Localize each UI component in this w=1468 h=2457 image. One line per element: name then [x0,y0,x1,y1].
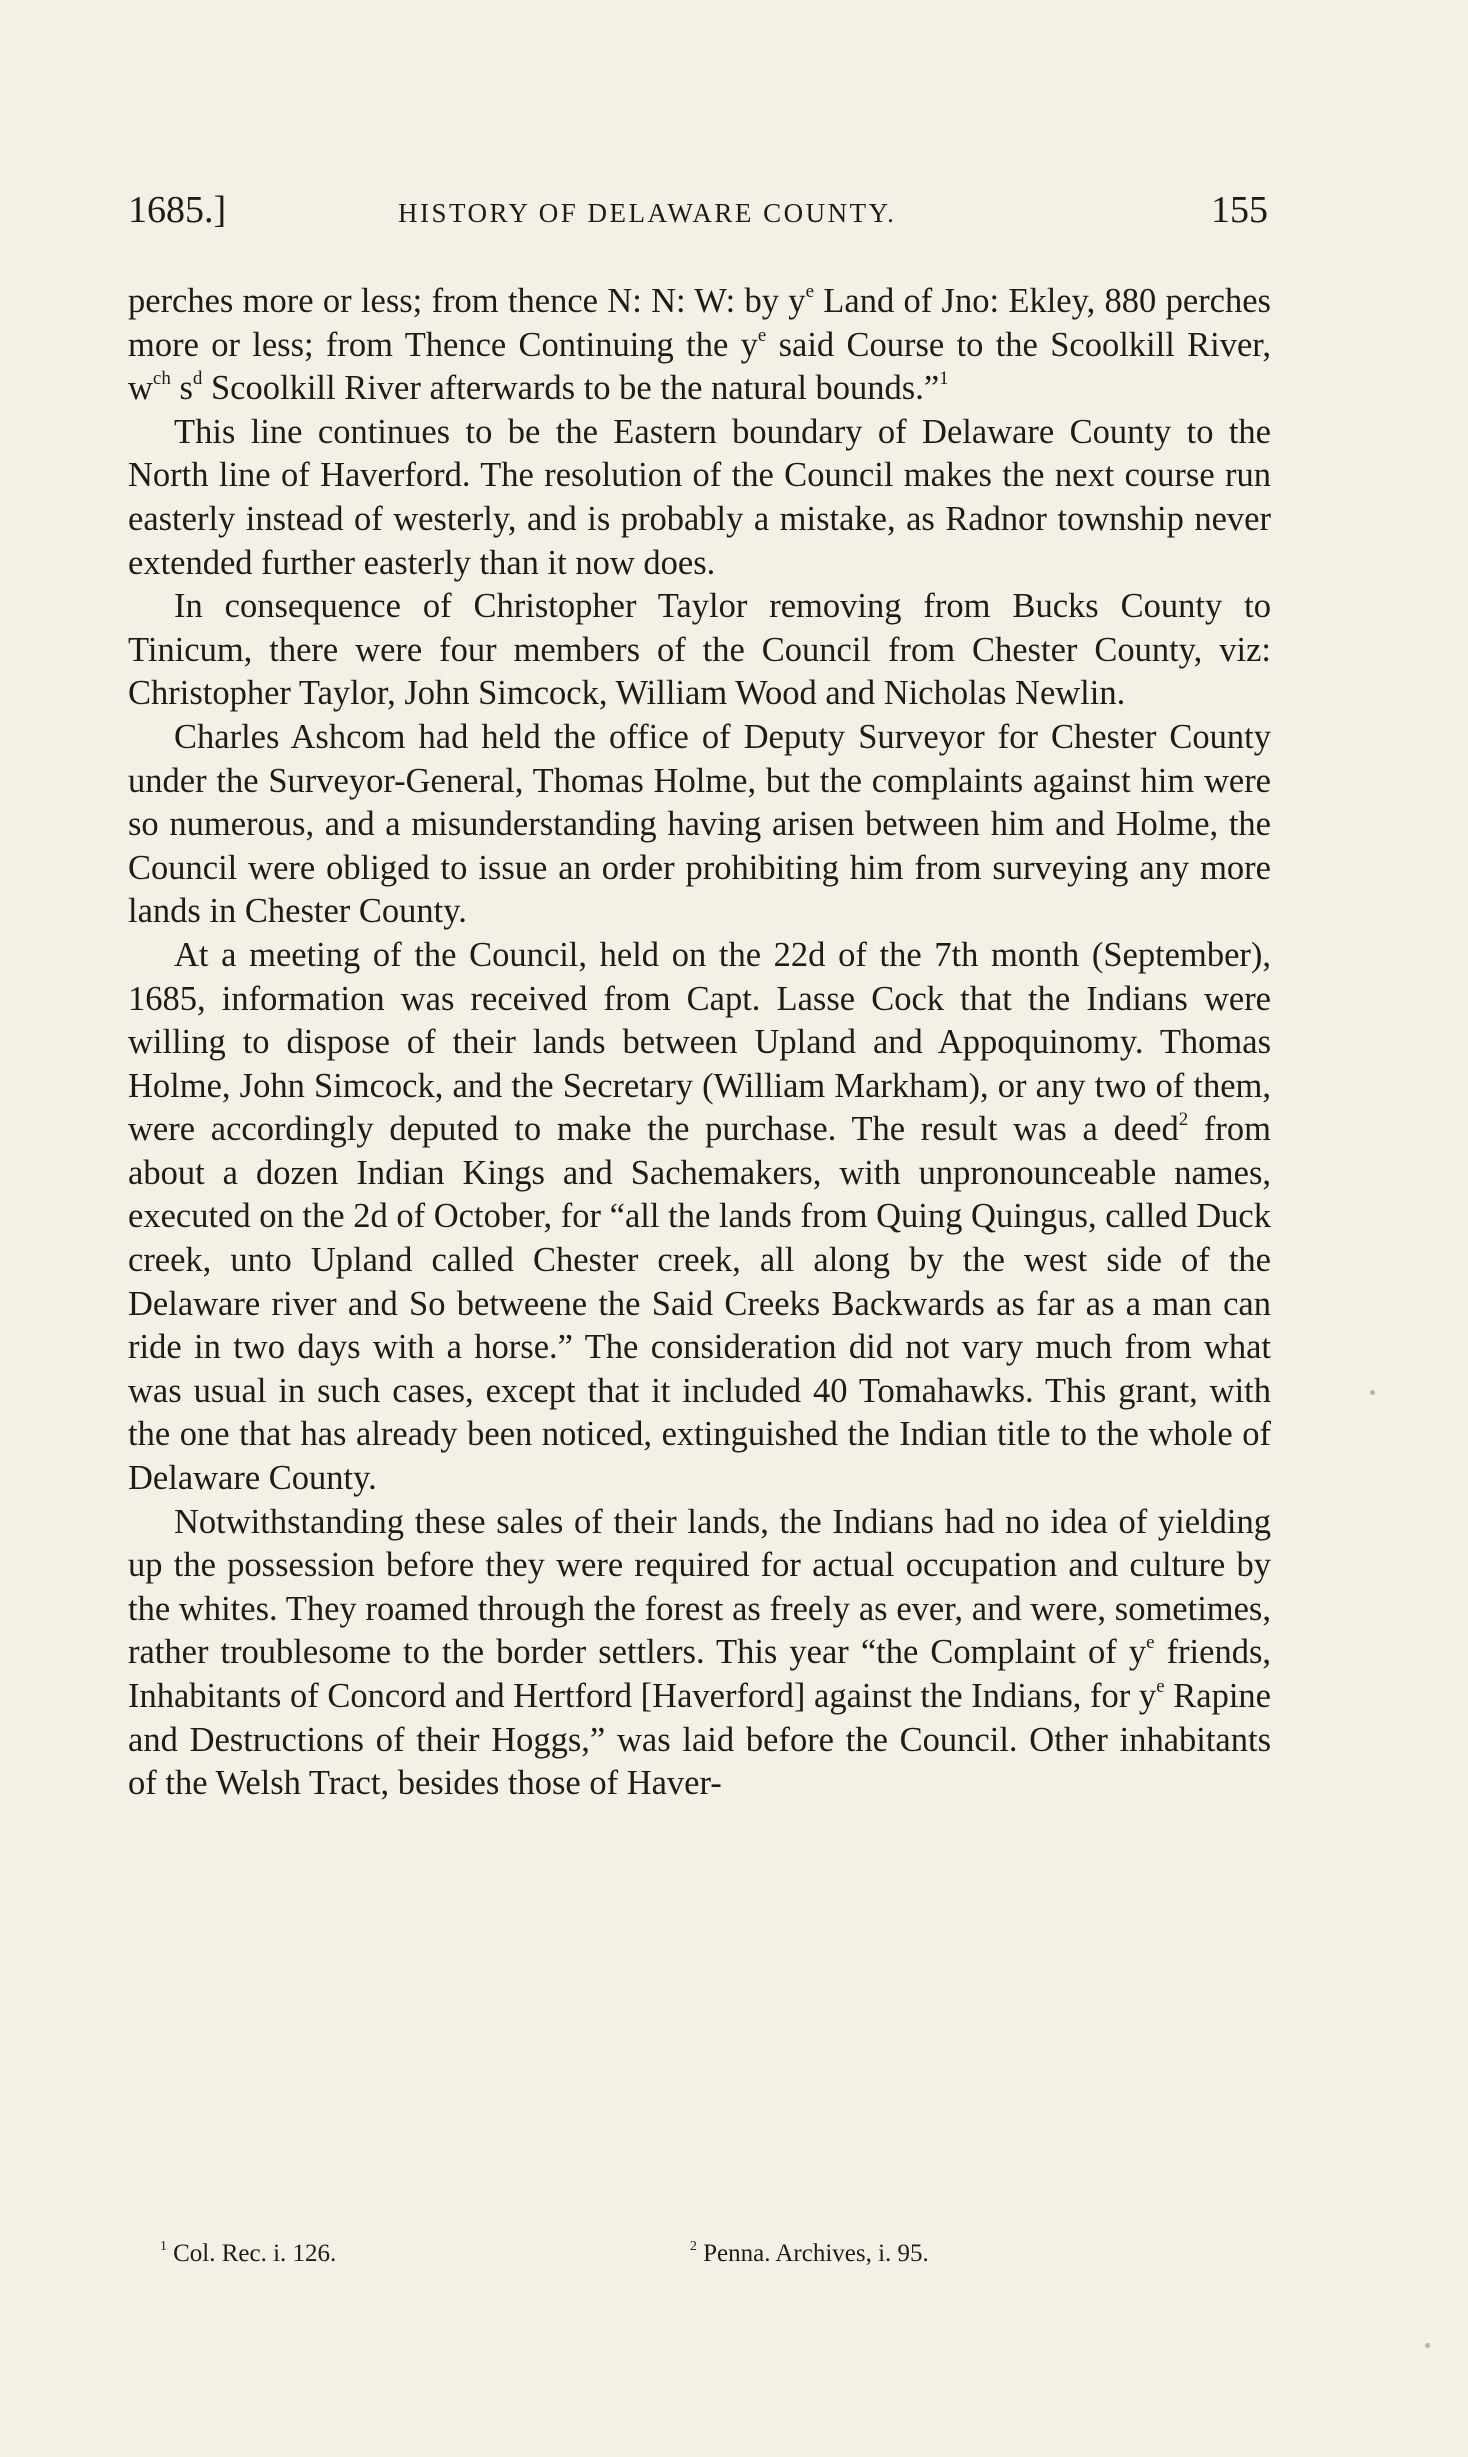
text-run: s [170,369,193,408]
header-title: HISTORY OF DELAWARE COUNTY. [398,198,897,228]
text-run: said Course to the Scoolkill River, w [128,325,1272,408]
text-run: This line continues to be the Eastern boundary of Delaware County to the North line of Haverford. The resolution of the Council makes the next course run easterly instead of westerly, and is probably a mistake, as Radnor township never extended further easterly than it now does. [128,412,1271,582]
text-run: Scoolkill River afterwards to be the natural bounds.” [202,369,940,408]
paragraph [128,1501,1271,1806]
paragraph [128,716,1271,934]
paper-speck [1425,2343,1430,2348]
superscript: e [805,280,814,302]
text-run: At a meeting of the Council, held on the 22d of the 7th month (September), 1685, information was received from Capt. Lasse Cock that the Indians were willing to dispose of their lands between Upland and Appoquinomy. Thomas Holme, John Simcock, and the Secretary (William Markham), or any two of them, were accordingly deputed to make the purchase. The result was a deed [128,935,1271,1149]
page-number: 155 [1211,189,1268,231]
superscript: e [1156,1675,1165,1697]
footnote [690,2240,929,2268]
text-run: friends, Inhabitants of Concord and Hertford [Haverford] against the Indians, for y [128,1633,1271,1715]
paper-speck [1370,1390,1375,1395]
footnote-mark: 2 [690,2238,697,2253]
footnote-mark: 1 [160,2238,167,2253]
text-run: Notwithstanding these sales of their lands, the Indians had no idea of yielding up the possession before they were required for actual occupation and culture by the whites. They roamed through the forest as freely as ever, and were, sometimes, rather troublesome to the border settlers. This year “the Complaint of y [128,1502,1271,1672]
paragraph [128,280,1271,411]
paragraph [128,585,1271,716]
paragraph [128,934,1271,1501]
text-run: Charles Ashcom had held the office of Deputy Surveyor for Chester County under the Surveyor-General, Thomas Holme, but the complaints against him were so numerous, and a misunderstanding having arisen between him and Holme, the Council were obliged to issue an order prohibiting him from surveying any more lands in Chester County. [128,717,1271,931]
running-header [128,188,1268,248]
text-run: Rapine and Destructions of their Hoggs,” was laid before the Council. Other inhabitants of the Welsh Tract, besides those of Haver- [128,1677,1271,1803]
superscript: d [192,368,203,390]
superscript: 2 [1178,1109,1189,1131]
footnote-text: Col. Rec. i. 126. [173,2240,337,2267]
text-run: In consequence of Christopher Taylor removing from Bucks County to Tinicum, there were four members of the Council from Chester County, viz: Christopher Taylor, John Simcock, William Wood and Nicholas Newlin. [128,587,1271,713]
superscript: e [757,324,767,346]
superscript: ch [152,368,171,390]
body-text [128,280,1271,1806]
footnote-text: Penna. Archives, i. 95. [703,2240,929,2267]
text-run: perches more or less; from thence N: N: W: by y [128,282,806,320]
footnote [160,2240,336,2268]
text-run: Land of Jno: Ekley, 880 perches more or less; from Thence Continuing the y [128,282,1271,364]
header-year: 1685.] [128,189,227,231]
text-run: from about a dozen Indian Kings and Sachemakers, with unpronounceable names, executed on the 2d of October, for “all the lands from Quing Quingus, called Duck creek, unto Upland called Chester creek, all along by the west side of the Delaware river and So betweene the Said Creeks Backwards as far as a man can ride in two days with a horse.” The consideration did not vary much from what was usual in such cases, except that it included 40 Tomahawks. This grant, with the one that has already been noticed, extinguished the Indian title to the whole of Delaware County. [128,1110,1271,1498]
superscript: e [1146,1632,1155,1654]
superscript: 1 [939,368,949,390]
paragraph [128,411,1271,585]
